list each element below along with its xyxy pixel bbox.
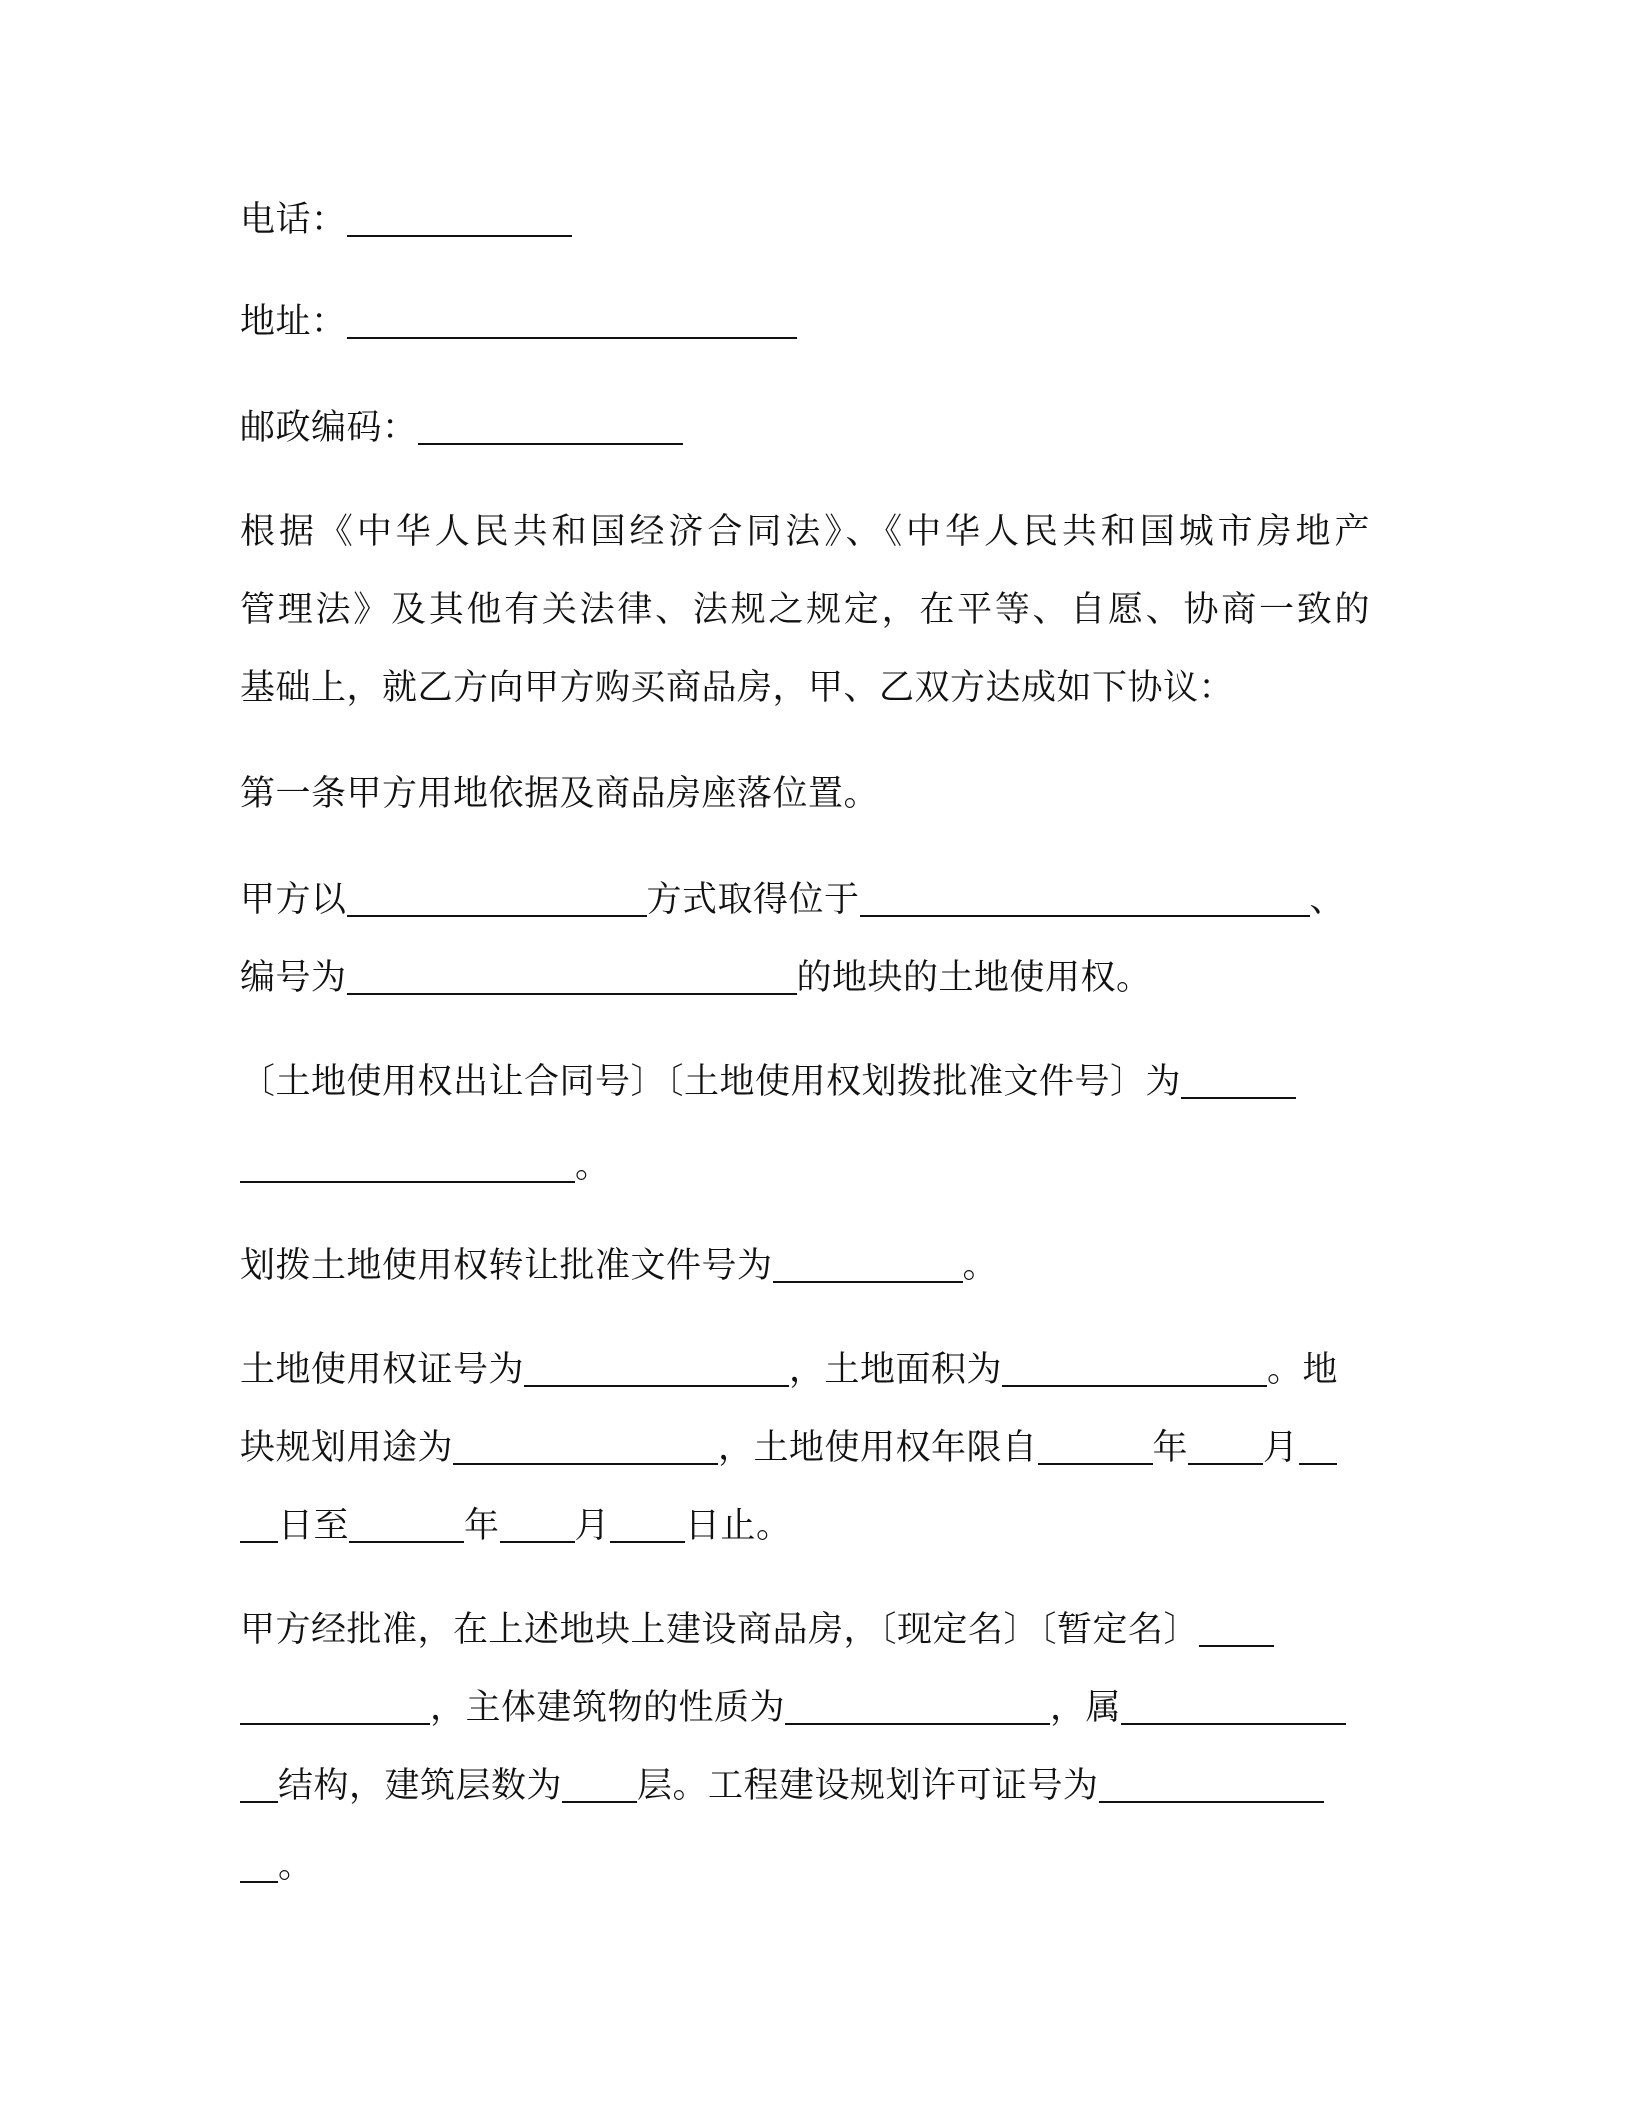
structure-blank [1121,1689,1346,1725]
preamble-line-2: 管理法》及其他有关法律、法规之规定，在平等、自愿、协商一致的 [240,590,1370,630]
land-cert-blank [524,1351,789,1387]
land-area-blank [1002,1351,1267,1387]
text-segment: 划拨土地使用权转让批准文件号为 [240,1246,773,1286]
postal-label: 邮政编码： [240,408,418,448]
text-segment: 编号为 [240,958,347,998]
article-1-p5-line1 [240,1606,1370,1654]
article-1-p5-line3 [240,1762,1370,1810]
text-segment: 甲方以 [240,880,347,920]
text-segment: 〔土地使用权出让合同号〕〔土地使用权划拨批准文件号〕为 [240,1062,1182,1102]
article-1-p5-line4 [240,1842,1370,1890]
text-segment: 日至 [278,1506,350,1546]
phone-line [240,196,1370,244]
text-segment: 。 [278,1846,314,1886]
article-1-p4-line3 [240,1502,1370,1550]
address-blank [347,303,797,339]
postal-blank [418,409,683,445]
phone-blank [347,201,572,237]
postal-line [240,404,1370,452]
transfer-approval-blank [773,1247,963,1283]
acquisition-method-blank [347,881,647,917]
text-segment: 、 [1309,880,1346,920]
article-1-p4-line1 [240,1346,1370,1394]
planning-permit-blank-cont [240,1847,278,1883]
article-1-p3 [240,1242,1370,1290]
preamble-line-1: 根据《中华人民共和国经济合同法》、《中华人民共和国城市房地产 [240,512,1370,552]
text-segment: 。地 [1267,1350,1339,1390]
start-day-blank-cont [240,1507,278,1543]
building-nature-blank [785,1689,1050,1725]
building-name-blank [1199,1611,1274,1647]
end-year-blank [349,1507,464,1543]
structure-blank-cont [240,1767,278,1803]
text-segment: ，属 [1050,1688,1122,1728]
contract-number-blank [1181,1063,1296,1099]
article-1-title: 第一条甲方用地依据及商品房座落位置。 [240,774,880,814]
address-label: 地址： [240,302,347,342]
end-month-blank [500,1507,575,1543]
start-day-blank [1299,1429,1337,1465]
text-segment: 月 [574,1506,611,1546]
contract-number-blank-cont [240,1147,575,1183]
text-segment: ，土地使用权年限自 [718,1428,1038,1468]
text-segment: 甲方经批准，在上述地块上建设商品房，〔现定名〕〔暂定名〕 [240,1610,1200,1650]
end-day-blank [610,1507,685,1543]
text-segment: ，土地面积为 [789,1350,1003,1390]
parcel-number-blank [347,959,797,995]
text-segment: 土地使用权证号为 [240,1350,525,1390]
document-page [240,0,1370,2112]
text-segment: 日止。 [685,1506,792,1546]
article-1-p1-line1 [240,876,1370,924]
article-1-p2-line1 [240,1058,1370,1106]
text-segment: 年 [464,1506,500,1546]
article-1-p5-line2 [240,1684,1370,1732]
location-blank [860,881,1310,917]
text-segment: 层。工程建设规划许可证号为 [637,1766,1099,1806]
start-month-blank [1188,1429,1263,1465]
article-1-p1-line2 [240,954,1370,1002]
planning-permit-blank [1099,1767,1324,1803]
text-segment: 块规划用途为 [240,1428,454,1468]
floor-count-blank [562,1767,637,1803]
text-segment: ，主体建筑物的性质为 [430,1688,786,1728]
text-segment: 月 [1263,1428,1299,1468]
address-line [240,298,1370,346]
preamble-line-3: 基础上，就乙方向甲方购买商品房，甲、乙双方达成如下协议： [240,668,1235,708]
text-segment: 。 [575,1146,611,1186]
article-1-p4-line2 [240,1424,1370,1472]
text-segment: 年 [1152,1428,1189,1468]
land-use-blank [453,1429,718,1465]
building-name-blank-cont [240,1689,430,1725]
phone-label: 电话： [240,200,347,240]
text-segment: 。 [962,1246,999,1286]
start-year-blank [1038,1429,1153,1465]
text-segment: 方式取得位于 [646,880,860,920]
text-segment: 的地块的土地使用权。 [796,958,1152,998]
article-1-p2-line2 [240,1142,1370,1190]
text-segment: 结构，建筑层数为 [278,1766,563,1806]
